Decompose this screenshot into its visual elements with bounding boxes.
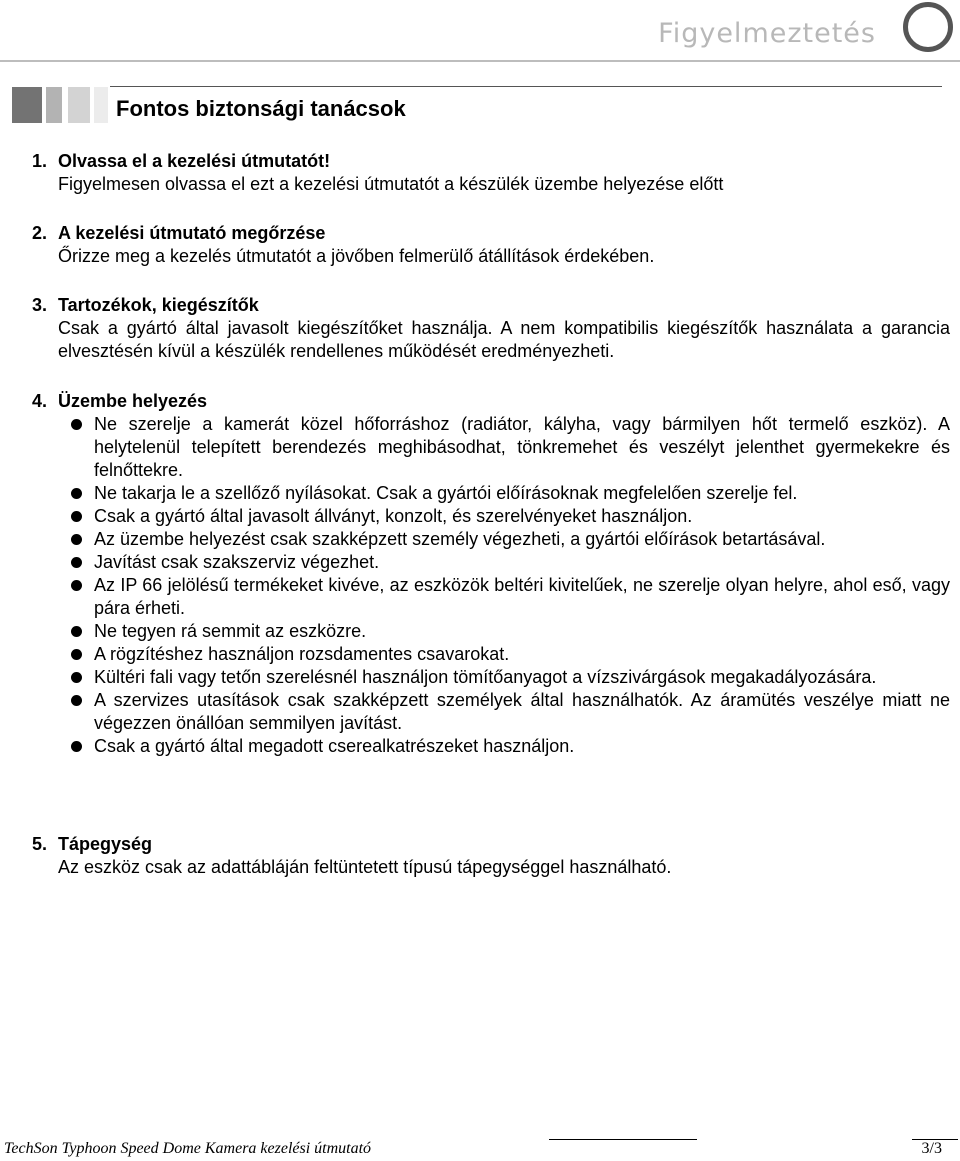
bullet-icon	[71, 488, 82, 499]
item-text: Figyelmesen olvassa el ezt a kezelési útmutatót a készülék üzembe helyezése előtt	[58, 174, 724, 194]
bullet-icon	[71, 649, 82, 660]
item-5	[32, 833, 950, 879]
bullet-icon	[71, 695, 82, 706]
footer-rule	[549, 1139, 697, 1140]
page-number: 3/3	[921, 1140, 942, 1157]
list-item-text: Csak a gyártó által megadott cserealkatrészeket használjon.	[94, 736, 575, 756]
item-text: Őrizze meg a kezelés útmutatót a jövőben felmerülő átállítások érdekében.	[58, 246, 655, 266]
item-text: Az eszköz csak az adattábláján feltüntetett típusú tápegységgel használható.	[58, 857, 672, 877]
item-text: Csak a gyártó által javasolt kiegészítőket használja. A nem kompatibilis kiegészítők használata a garancia elvesztésén kívül a készülék rendellenes működését eredményezheti.	[58, 318, 950, 361]
list-item-text: Az üzembe helyezést csak szakképzett személy végezheti, a gyártói előírások betartásával.	[94, 529, 826, 549]
list-item	[58, 413, 950, 482]
list-item	[58, 620, 950, 643]
list-item	[58, 505, 950, 528]
item-heading: A kezelési útmutató megőrzése	[58, 223, 326, 243]
list-item-text: Ne tegyen rá semmit az eszközre.	[94, 621, 367, 641]
list-item-text: Az IP 66 jelölésű termékeket kivéve, az eszközök beltéri kivitelűek, ne szerelje olyan helyre, ahol eső, vagy pára érheti.	[94, 575, 950, 618]
list-item	[58, 574, 950, 620]
item-number: 5.	[32, 834, 48, 854]
bullet-list	[58, 413, 950, 758]
bullet-icon	[71, 534, 82, 545]
item-3	[32, 294, 950, 363]
item-number: 3.	[32, 295, 48, 315]
list-item-text: Ne takarja le a szellőző nyílásokat. Csak a gyártói előírásoknak megfelelően szerelje fel.	[94, 483, 798, 503]
list-item-text: Ne szerelje a kamerát közel hőforráshoz (radiátor, kályha, vagy bármilyen hőt termelő eszköz). A helytelenül telepített berendezés meghibásodhat, tönkremehet és veszélyt jelenthet gyermekekre és felnőttekre.	[94, 414, 950, 480]
list-item	[58, 735, 950, 758]
section-bar-light	[68, 87, 90, 123]
section-bar-lightest	[94, 87, 108, 123]
bullet-icon	[71, 580, 82, 591]
section-title: Fontos biztonsági tanácsok	[116, 96, 406, 121]
list-item	[58, 528, 950, 551]
list-item-text: Kültéri fali vagy tetőn szerelésnél használjon tömítőanyagot a vízszivárgások megakadályozására.	[94, 667, 877, 687]
list-item	[58, 689, 950, 735]
list-item	[58, 551, 950, 574]
bullet-icon	[71, 419, 82, 430]
header-rule	[0, 60, 960, 62]
list-item	[58, 482, 950, 505]
header-title: Figyelmeztetés	[658, 18, 876, 49]
item-2	[32, 222, 950, 268]
item-heading: Tápegység	[58, 834, 153, 854]
item-4	[32, 390, 950, 758]
list-item-text: Csak a gyártó által javasolt állványt, konzolt, és szerelvényeket használjon.	[94, 506, 693, 526]
list-item-text: A rögzítéshez használjon rozsdamentes csavarokat.	[94, 644, 510, 664]
footer-manual-title: TechSon Typhoon Speed Dome Kamera kezelési útmutató	[4, 1140, 372, 1157]
item-1	[32, 150, 950, 196]
item-number: 4.	[32, 391, 48, 411]
item-number: 1.	[32, 151, 48, 171]
bullet-icon	[71, 741, 82, 752]
section-rule	[110, 86, 942, 87]
header-circle-icon	[903, 2, 953, 52]
bullet-icon	[71, 626, 82, 637]
item-heading: Üzembe helyezés	[58, 391, 208, 411]
bullet-icon	[71, 511, 82, 522]
bullet-icon	[71, 557, 82, 568]
list-item-text: Javítást csak szakszerviz végezhet.	[94, 552, 380, 572]
list-item	[58, 666, 950, 689]
list-item	[58, 643, 950, 666]
section-bar-dark	[12, 87, 42, 123]
item-heading: Olvassa el a kezelési útmutatót!	[58, 151, 331, 171]
item-heading: Tartozékok, kiegészítők	[58, 295, 259, 315]
list-item-text: A szervizes utasítások csak szakképzett személyek által használhatók. Az áramütés veszélye miatt ne végezzen önállóan semmilyen javítást.	[94, 690, 950, 733]
bullet-icon	[71, 672, 82, 683]
section-bar-mid	[46, 87, 62, 123]
item-number: 2.	[32, 223, 48, 243]
